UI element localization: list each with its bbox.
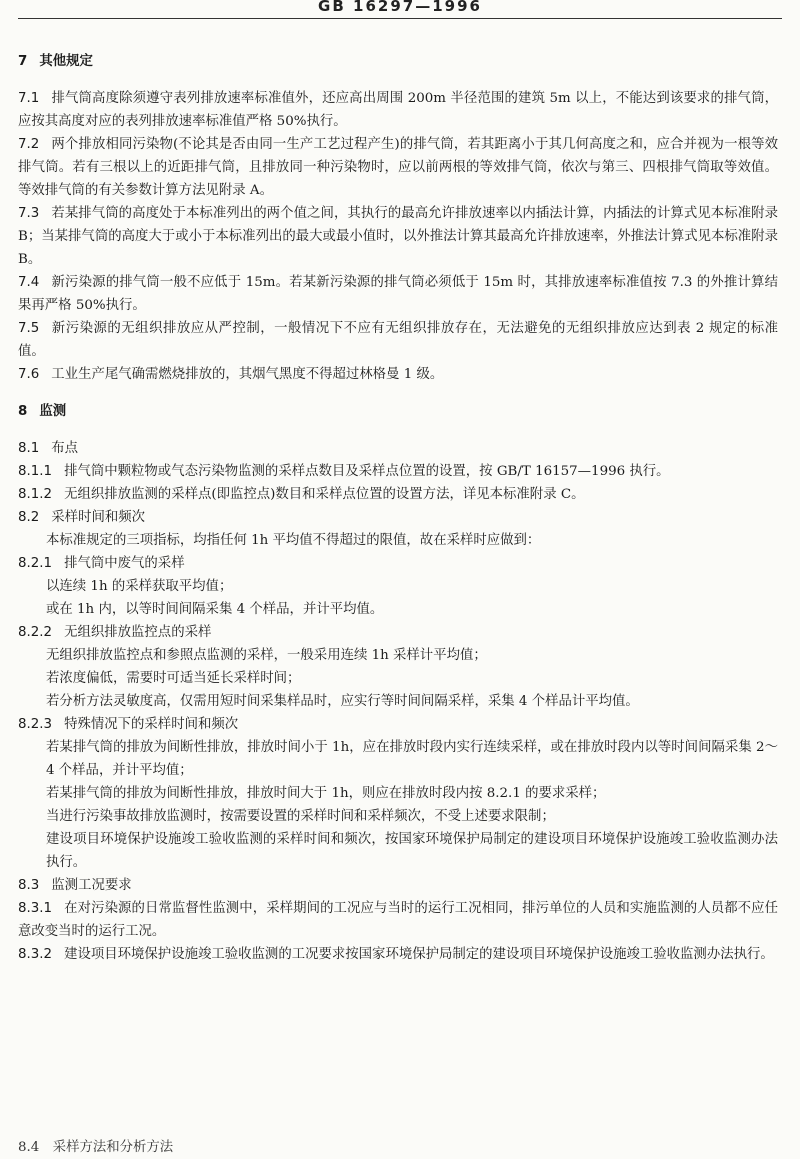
clause-8-3-1: 8.3.1 在对污染源的日常监督性监测中，采样期间的工况应与当时的运行工况相同，排污单位的人员和实施监测的人员都不应任意改变当时的运行工况。 [18, 901, 778, 939]
clause-8-2-1: 8.2.1 排气筒中废气的采样 [18, 556, 185, 571]
clause-8-2: 8.2 采样时间和频次 [18, 510, 146, 525]
clause-8-2-3-c: 当进行污染事故排放监测时，按需要设置的采样时间和采样频次，不受上述要求限制； [46, 809, 555, 824]
clause-8-2-2: 8.2.2 无组织排放监控点的采样 [18, 625, 212, 640]
clause-8-2-3-a: 若某排气筒的排放为间断性排放，排放时间小于 1h，应在排放时段内实行连续采样，或在排放时段内以等时间间隔采集 2～4 个样品，并计平均值； [46, 740, 778, 778]
clause-8-2-2-a: 无组织排放监控点和参照点监测的采样，一般采用连续 1h 采样计平均值； [46, 648, 487, 663]
standard-number-header: GB 16297—1996 [318, 0, 482, 15]
header-rule [18, 18, 782, 19]
section-heading: 8 监测 [18, 404, 67, 419]
clause-7-5: 7.5 新污染源的无组织排放应从严控制，一般情况下不应有无组织排放存在，无法避免的无组织排放应达到表 2 规定的标准值。 [18, 321, 778, 359]
clause-8-2-2-b: 若浓度偏低，需要时可适当延长采样时间； [46, 671, 301, 686]
section-heading: 7 其他规定 [18, 54, 93, 69]
clause-8-2-2-c: 若分析方法灵敏度高，仅需用短时间采集样品时，应实行等时间间隔采样，采集 4 个样品计平均值。 [46, 694, 639, 709]
truncated-next-heading: 8.4 采样方法和分析方法 [18, 1140, 174, 1155]
clause-7-4: 7.4 新污染源的排气筒一般不应低于 15m。若某新污染源的排气筒必须低于 15m 时，其排放速率标准值按 7.3 的外推计算结果再严格 50%执行。 [18, 275, 778, 313]
clause-8-2-intro: 本标准规定的三项指标，均指任何 1h 平均值不得超过的限值，故在采样时应做到： [46, 533, 541, 548]
clause-8-1: 8.1 布点 [18, 441, 79, 456]
clause-8-3: 8.3 监测工况要求 [18, 878, 132, 893]
clause-8-2-1-a: 以连续 1h 的采样获取平均值； [46, 579, 233, 594]
clause-7-3: 7.3 若某排气筒的高度处于本标准列出的两个值之间，其执行的最高允许排放速率以内插法计算，内插法的计算式见本标准附录 B；当某排气筒的高度大于或小于本标准列出的最大或最小值时，以外推法计算其最高允许排放速率，外推法计算式见本标准附录 B。 [18, 206, 778, 267]
clause-8-2-3: 8.2.3 特殊情况下的采样时间和频次 [18, 717, 239, 732]
clause-7-6: 7.6 工业生产尾气确需燃烧排放的，其烟气黑度不得超过林格曼 1 级。 [18, 367, 444, 382]
clause-8-1-1: 8.1.1 排气筒中颗粒物或气态污染物监测的采样点数目及采样点位置的设置，按 GB/T 16157—1996 执行。 [18, 464, 670, 479]
clause-8-1-2: 8.1.2 无组织排放监测的采样点(即监控点)数目和采样点位置的设置方法，详见本标准附录 C。 [18, 487, 585, 502]
clause-7-2: 7.2 两个排放相同污染物(不论其是否由同一生产工艺过程产生)的排气筒，若其距离小于其几何高度之和，应合并视为一根等效排气筒。若有三根以上的近距排气筒，且排放同一种污染物时，应以前两根的等效排气筒，依次与第三、四根排气筒取等效值。等效排气筒的有关参数计算方法见附录 A。 [18, 137, 778, 198]
clause-7-1: 7.1 排气筒高度除须遵守表列排放速率标准值外，还应高出周围 200m 半径范围的建筑 5m 以上，不能达到该要求的排气筒，应按其高度对应的表列排放速率标准值严格 50%执行。 [18, 91, 778, 129]
clause-8-3-2: 8.3.2 建设项目环境保护设施竣工验收监测的工况要求按国家环境保护局制定的建设项目环境保护设施竣工验收监测办法执行。 [18, 947, 774, 962]
clause-8-2-1-b: 或在 1h 内，以等时间间隔采集 4 个样品，并计平均值。 [46, 602, 384, 617]
clause-8-2-3-b: 若某排气筒的排放为间断性排放，排放时间大于 1h，则应在排放时段内按 8.2.1 的要求采样； [46, 786, 606, 801]
document-body [18, 50, 778, 966]
clause-8-2-3-d: 建设项目环境保护设施竣工验收监测的采样时间和频次，按国家环境保护局制定的建设项目环境保护设施竣工验收监测办法执行。 [46, 832, 778, 870]
